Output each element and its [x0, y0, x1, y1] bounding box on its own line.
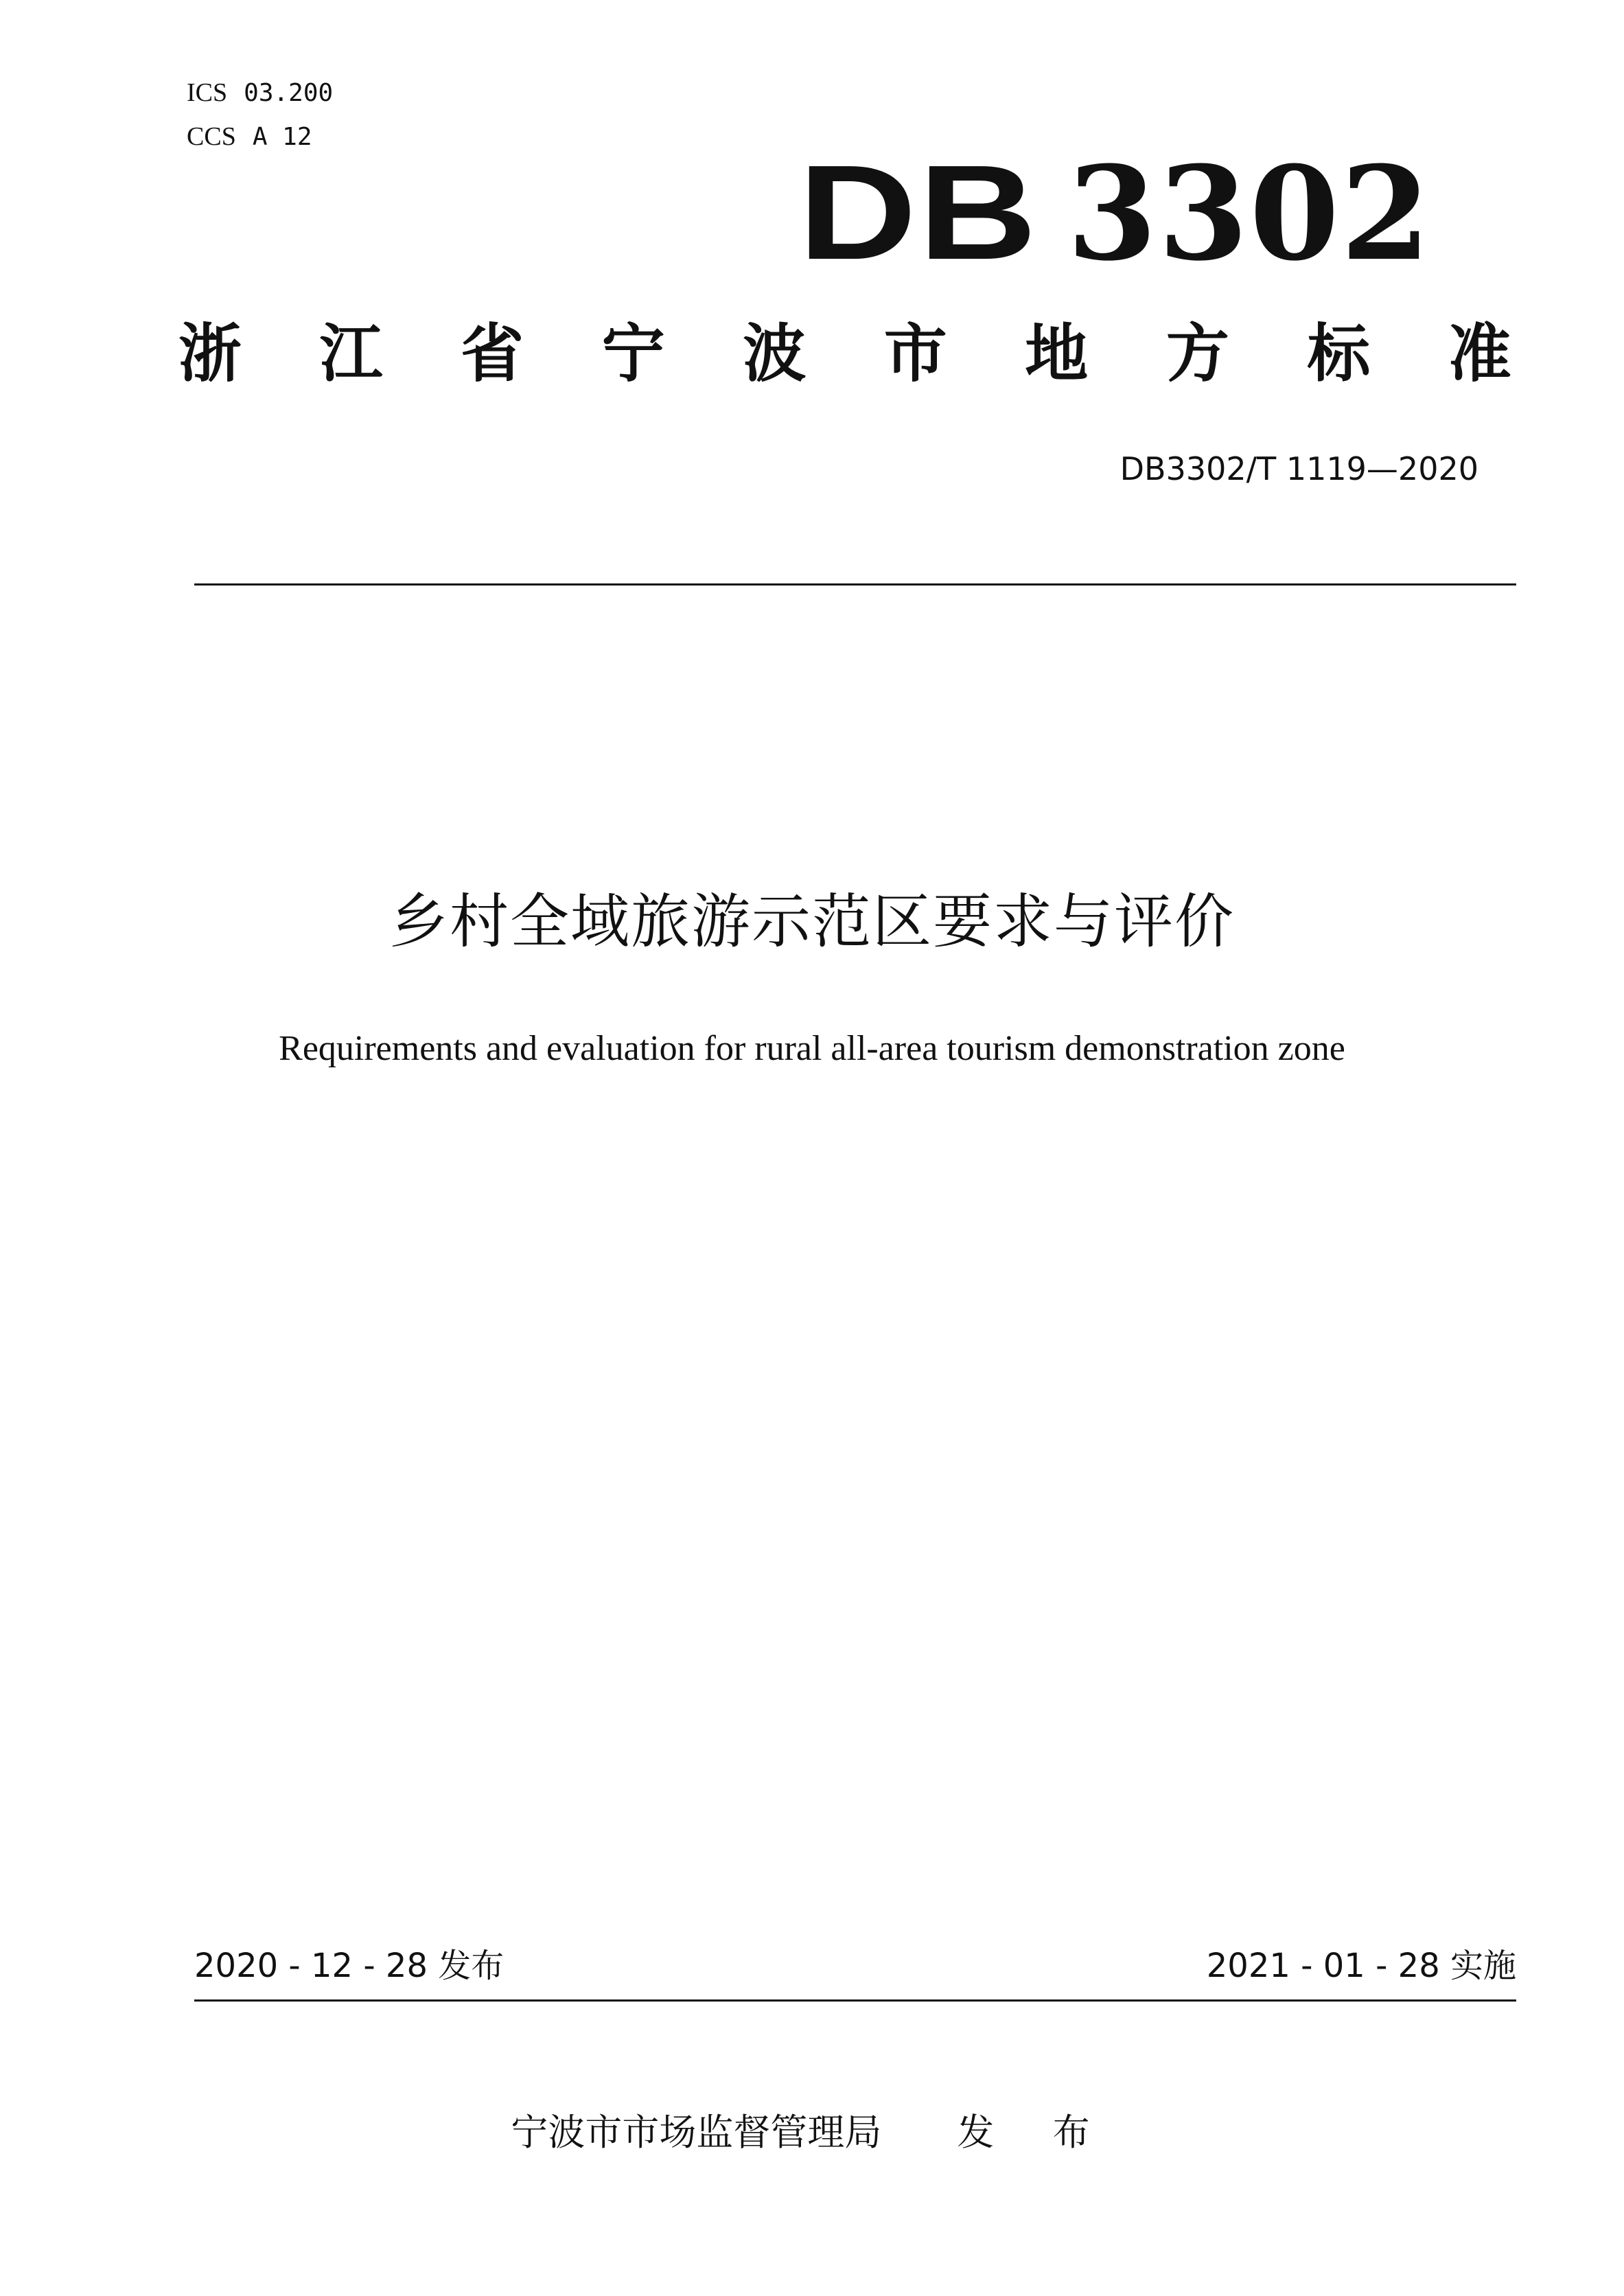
ccs-value: A 12	[252, 123, 312, 151]
category-char: 江	[319, 317, 383, 391]
top-divider	[194, 583, 1516, 585]
category-char: 浙	[178, 317, 242, 391]
ics-code	[187, 80, 333, 106]
standard-number: DB3302/T 1119—2020	[1120, 450, 1478, 487]
category-char: 市	[883, 317, 947, 391]
bottom-divider	[194, 1999, 1516, 2002]
issuer-name: 宁波市市场监督管理局	[511, 2111, 882, 2154]
category-char: 宁	[601, 317, 665, 391]
standard-category-title	[178, 317, 1511, 391]
category-char: 准	[1448, 317, 1511, 391]
issuer-line	[0, 2111, 1624, 2154]
ccs-code	[187, 124, 312, 150]
implement-date: 2021 - 01 - 28 实施	[1206, 1947, 1516, 1985]
issuer-action: 发 布	[957, 2111, 1113, 2154]
document-title-zh: 乡村全域旅游示范区要求与评价	[389, 888, 1235, 956]
category-char: 方	[1165, 317, 1229, 391]
publish-date: 2020 - 12 - 28 发布	[194, 1947, 504, 1985]
category-char: 省	[461, 317, 524, 391]
category-char: 地	[1025, 317, 1089, 391]
standard-mark-number: 3302	[1067, 138, 1432, 290]
standard-mark	[798, 137, 1432, 290]
document-title-en: Requirements and evaluation for rural all-area tourism demonstration zone	[279, 1029, 1345, 1068]
category-char: 标	[1307, 317, 1371, 391]
ics-value: 03.200	[244, 79, 334, 107]
ccs-label: CCS	[187, 122, 236, 151]
standard-mark-prefix: DB	[798, 137, 1039, 288]
ics-label: ICS	[187, 78, 228, 107]
category-char: 波	[743, 317, 807, 391]
